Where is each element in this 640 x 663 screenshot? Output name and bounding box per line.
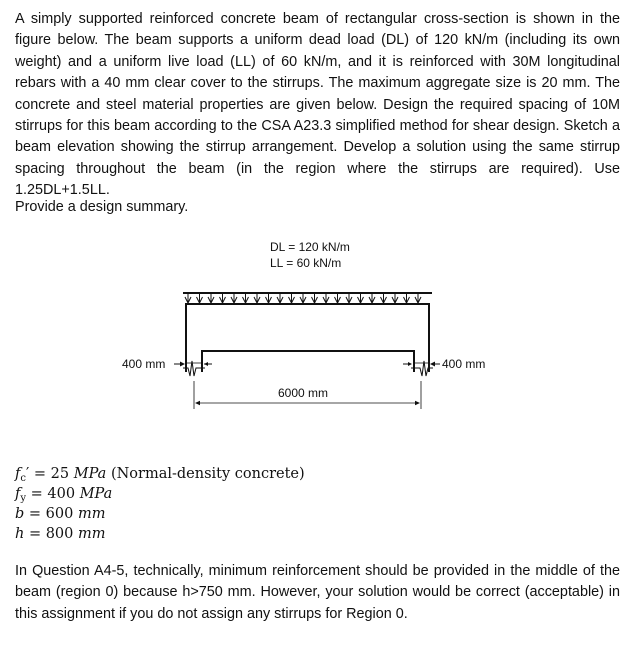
beam-height — [15, 524, 305, 544]
steel-yield-strength: $f_y = 400$ MPa — [15, 486, 113, 504]
beam-diagram — [0, 235, 640, 415]
design-summary-request: Provide a design summary. — [15, 199, 189, 215]
beam-width — [15, 504, 305, 524]
dead-load-label: DL = 120 kN/m — [270, 240, 350, 254]
fy-unit: MPa — [79, 486, 113, 502]
h-variable: h — [15, 526, 25, 542]
right-support-width-label: 400 mm — [442, 357, 486, 371]
right-support-arrow-head — [430, 362, 435, 367]
fc-unit: MPa — [73, 466, 107, 482]
right-support-inner-arrow-head — [408, 362, 412, 366]
left-support-width-label: 400 mm — [122, 357, 166, 371]
load-arrows — [185, 294, 421, 303]
beam-soffit — [202, 351, 414, 372]
left-support-inner-arrow-head — [204, 362, 208, 366]
span-length-label: 6000 mm — [278, 386, 329, 400]
live-load-label: LL = 60 kN/m — [270, 256, 342, 270]
fy-value: = 400 — [30, 486, 76, 502]
span-arrow-right — [415, 401, 420, 405]
b-variable: b — [15, 506, 25, 522]
fc-value: = 25 — [33, 466, 70, 482]
h-value: = 800 — [28, 526, 74, 542]
span-arrow-left — [195, 401, 200, 405]
left-support-arrow-head — [180, 362, 185, 367]
beam-outline — [186, 304, 429, 372]
b-unit: mm — [77, 506, 106, 522]
concrete-strength: $f_c' = 25$ MPa (Normal-density concrete) — [15, 466, 305, 484]
material-properties — [15, 464, 305, 544]
note-paragraph: In Question A4-5, technically, minimum reinforcement should be provided in the middle of the beam (region 0) because h>750 mm. However, your solution would be correct (acceptable) in this assignment if you do not assign any stirrups for Region 0. — [15, 563, 620, 622]
b-value: = 600 — [28, 506, 74, 522]
h-unit: mm — [78, 526, 106, 542]
problem-statement: A simply supported reinforced concrete beam of rectangular cross-section is shown in the figure below. The beam supports a uniform dead load (DL) of 120 kN/m (including its own weight) and a uniform live load (LL) of 60 kN/m, and it is reinforced with 30M longitudinal rebars with a 40 mm clear cover to the stirrups. The maximum aggregate size is 20 mm. The concrete and steel material properties are given below. Design the required spacing of 10M stirrups for this beam according to the CSA A23.3 simplified method for shear design. Sketch a beam elevation showing the stirrup arrangement. Develop a solution using the same stirrup spacing throughout the beam (in the region where the stirrups are required). Use 1.25DL+1.5LL. — [15, 11, 620, 199]
fc-note: (Normal-density concrete) — [110, 466, 305, 482]
